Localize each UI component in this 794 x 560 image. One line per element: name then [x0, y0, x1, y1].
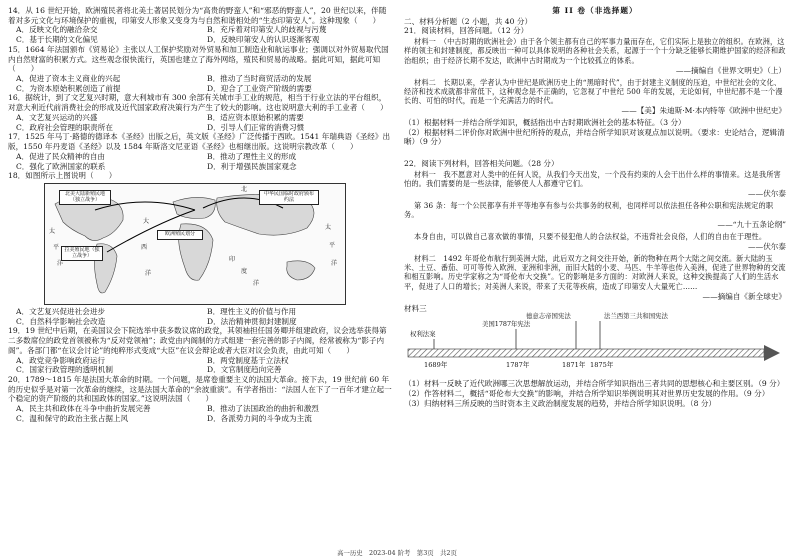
q22-material-1c: 本身自由，可以做自己喜欢做的事情，只要不侵犯他人的合法权益，不违背社会良俗，人们的自由在于理性。 [414, 232, 767, 242]
map-label-ocean-4: 大 [143, 217, 150, 225]
q16-stem: 16．据统计，到了文艺复兴时期，意大利城市有 300 余部有关城市手工业的规范，相当于行业立法的平台组织，对意大利近代前消费社会的形成及近代国家政府决策行为产生了较大的影响。这也说明意大利的手工业者（ ） [8, 93, 388, 113]
timeline-label-1871: 德意志帝国宪法 [526, 312, 571, 321]
q22-sub-1: （1）材料一反映了近代欧洲哪三次思想解放运动，并结合所学知识指出三者共同的思想核心和主要区别。（9 分） [404, 379, 785, 389]
q21-sub-2: （2）根据材料二评价你对欧洲中世纪所持的观点，并结合所学知识对该观点加以说明。（要求：史论结合，逻辑清晰）（9 分） [404, 127, 785, 147]
q22-material-1c-source: ——伏尔泰 [748, 242, 786, 252]
q18-option-b: B．理性主义的价值与作用 [207, 306, 297, 316]
q22-material-2: 材料二 1492 年哥伦布航行到美洲大陆，此后双方之间交往开始，新的物种在两个大陆之间交流。新大陆的玉米、土豆、番茄、可可等传入欧洲、亚洲和非洲，而旧大陆的小麦、马匹、牛羊等也传入美洲，促进了世界物种的交流和相互影响。历史学家称之为“哥伦布大交换”。它的影响是多方面的：对欧洲人来说，这种交换提高了人们的生活水平，促进了人口的增长；对美洲人来说，带来了天花等疾病，造成了印第安人大量死亡…… [404, 254, 786, 291]
q14-option-d: D．反映印第安人的认识逐渐客观 [207, 35, 320, 45]
q22-material-3-label: 材料三 [404, 303, 427, 313]
q19-option-a: A．政党竞争影响政府运行 [16, 355, 106, 365]
q20-option-d: D．各派势力间的斗争成为主流 [207, 413, 312, 423]
q21-stem: 21．阅读材料，回答问题。（12 分） [404, 26, 529, 36]
timeline-label-1689: 权利法案 [410, 330, 436, 339]
q18-options [8, 307, 392, 326]
map-box-latin-america: 拉美殖民地（独立战争） [61, 246, 103, 262]
q19-stem: 19．19 世纪中后期，在美国议会下院选举中获多数议席的政党，其领袖担任国务卿并组建政府，议会选举获得第二多数席位的政党首领被称为“反对党领袖”；政党由内阁制的方式组建一套完善的影子内阁，经常被称为“影子内阁”。各部门都“在议会讨论”的纯粹形式变成“大臣”在议会辩论或者大臣对议会负责，由此可知（ ） [8, 326, 387, 355]
map-box-europe: 欧洲殖民划分 [157, 230, 203, 240]
map-label-ocean-9: 洋 [253, 279, 260, 287]
q17-options [8, 152, 392, 171]
q22-sub-3: （3）归纳材料三所反映的当时资本主义政治制度发展的趋势，并结合所学知识说明。（8 分） [404, 398, 717, 408]
q22-material-1-source: ——伏尔泰 [748, 189, 786, 199]
q20-option-b: B．推动了法国政治的曲折和激烈 [207, 404, 319, 414]
q15-option-d: D．迎合了工业资产阶级的需要 [207, 83, 312, 93]
map-label-ocean-8: 度 [241, 267, 248, 275]
q16-option-a: A．文艺复兴运动的兴盛 [16, 112, 98, 122]
map-label-ocean-12: 洋 [331, 259, 338, 267]
part-two-subtitle: 二、材料分析题（2 小题，共 40 分） [404, 16, 533, 26]
q22-sub-2: （2）作答材料二，概括“哥伦布大交换”的影响，并结合所学知识举例说明其对世界历史发展的作用。（9 分） [404, 389, 770, 399]
map-label-ocean-2: 平 [53, 243, 60, 251]
map-label-ocean-5: 西 [141, 243, 148, 251]
timeline-label-1787: 美国1787年宪法 [482, 320, 531, 329]
q14-option-b: B．充斥着对印第安人的歧视与污蔑 [207, 25, 327, 35]
map-label-ocean-6: 洋 [145, 269, 152, 277]
q16-option-d: D．引导人们正常的消费习惯 [207, 122, 305, 132]
q15-option-c: C．为资本原始积累创造了前提 [16, 83, 121, 93]
map-label-ocean-10: 太 [325, 223, 332, 231]
right-column [404, 6, 786, 409]
constitution-timeline [404, 312, 786, 377]
map-box-china: 中华民国临时政府颁布约法 [259, 190, 319, 206]
q21-material-2: 材料二 长期以来，学者认为中世纪是欧洲历史上的“黑暗时代”，由于封建主义制度的压迫，中世纪社会的文化、经济和技术成就都非常低下，这种观念是不正确的，它忽视了中世纪 500 年的发展，无论如何，中世纪都不是一个漫长的、可怕的时代，而是一个充满活力的时代。 [404, 77, 783, 105]
q21-material-1-source: ——摘编自《世界文明史》（上） [675, 65, 786, 75]
q21-material-1: 材料一 （中古时期的欧洲社会）由于各个领主都有自己的军事力量而存在，它们实际上是独立的组织。在欧洲，这样的领主和封建制度，都反映出一种可以具体说明的各种社会关系，起源于一个十分缺乏能够长期维护国家的经济和政治组织；由于经济长期不发达，欧洲中古时期成为一个比较孤立的体系。 [404, 37, 786, 65]
q20-option-c: C．温和保守的政治主张占据上风 [16, 413, 129, 423]
world-map-figure [44, 183, 346, 305]
q16-option-b: B．适应资本原始积累的需要 [207, 112, 304, 122]
q18-option-d: D．法治精神贯彻封建制度 [207, 316, 297, 326]
q20-options [8, 404, 392, 423]
q14-option-a: A．反映文化的融洽杂交 [16, 25, 98, 35]
q14-options [8, 25, 392, 44]
timeline-year-1689: 1689年 [424, 361, 448, 370]
q15-option-b: B．推动了当时商贸活动的发展 [207, 74, 312, 84]
q22-material-1b: 第 36 条：每一个公民都享有并平等地享有参与公共事务的权利，也同样可以依法担任各种公职和宪法规定的职务。 [404, 200, 774, 220]
part-two-title: 第 II 卷（非选择题） [552, 6, 638, 15]
page-footer: 高一历史 2023-04 阶考 第3页 共2页 [337, 548, 457, 557]
q17-option-b: B．推动了理性主义的形成 [207, 151, 297, 161]
q15-stem: 15．1664 年法国颁布《贸易论》主张以人工保护奖励对外贸易和加工制造业和航运事业；强调以对外贸易取代国内自然财富的积累方式。这些观念很快流行，英国也建立了海外网络，殖民和贸易的战略。据此可知，据此可知（ ） [8, 44, 389, 74]
q18-stem: 18．如图所示上图说明（ ） [8, 171, 117, 181]
q16-option-c: C．政府社会管理的职责所在 [16, 122, 113, 132]
q14-option-c: C．基于长期的文化偏见 [16, 35, 98, 45]
q15-options [8, 74, 392, 93]
q19-option-c: C．国家行政管理的透明机制 [16, 365, 113, 375]
q19-options [8, 356, 392, 375]
map-label-ocean-11: 平 [329, 241, 336, 249]
q17-option-c: C．强化了欧洲国家的联系 [16, 161, 106, 171]
q15-option-a: A．促进了资本主义商业的兴起 [16, 74, 121, 84]
map-label-ocean-1: 太 [49, 227, 56, 235]
map-box-north-america: 北美大陆新殖民地（独立战争） [59, 190, 111, 206]
map-label-north: 北 [241, 185, 248, 193]
q21-sub-1: （1）根据材料一并结合所学知识，概括指出中古时期欧洲社会的基本特征。（3 分） [404, 117, 686, 127]
q17-stem: 17．1525 年马丁·路德的德译本《圣经》出版之后，英文版《圣经》广泛传播于西欧。1541 年瑞典语《圣经》出版，1550 年丹麦语《圣经》以及 1584 年斯洛文尼亚语《圣经》也相继出版。这说明宗教改革（ ） [8, 132, 391, 152]
q22-material-1: 材料一 我不愿意对人类中的任何人说，从我们今天出发，一个没有约束的人会干出什么样的事情来。这是我所害怕的。我们需要的是一些法律，能够使人人都遵守它们。 [404, 169, 781, 188]
timeline-year-1787: 1787年 [506, 361, 530, 370]
q18-option-c: C．自然科学影响社会改造 [16, 316, 106, 326]
q21-material-2-source: ——【美】朱迪斯·M·本内特等《欧洲中世纪史》 [621, 106, 786, 116]
q16-options [8, 113, 392, 132]
q19-option-b: B．两党制度基于立法权 [207, 355, 289, 365]
q22-material-1b-source: ——“九十五条论纲” [717, 220, 786, 230]
q17-option-d: D．利于增强民族国家观念 [207, 161, 297, 171]
q18-option-a: A．文艺复兴促进社会进步 [16, 306, 106, 316]
timeline-year-1871: 1871年 [562, 361, 586, 370]
q14-stem: 14．从 16 世纪开始，欧洲殖民者将北美土著居民划分为“高贵的野蛮人”和“邪恶的野蛮人”，20 世纪以来，伴随着对多元文化与环境保护的重视，印第安人形象又变身为与自然和谐相处的“生态印第安人”。这种现象（ ） [8, 6, 387, 25]
q20-stem: 20．1789～1815 年是法国大革命的时期。一个问题，是席卷重要主义的法国大革命。接下去，19 世纪前 60 年的历史似乎是对第一次革命的继续，这是法国大革命的“余波重演”。有学者指出：“法国人在下了一百年才建立起一个稳定的资产阶级的共和国政体的国家。”这说明法国（ ） [8, 374, 392, 404]
map-label-ocean-3: 洋 [57, 259, 64, 267]
q20-option-a: A．民主共和政体在斗争中曲折发展完善 [16, 404, 151, 414]
timeline-label-1875: 法兰西第三共和国宪法 [604, 312, 668, 321]
timeline-year-1875: 1875年 [590, 361, 614, 370]
left-column [8, 6, 392, 424]
q22-material-2-source: ——摘编自《新全球史》 [702, 291, 786, 301]
q22-stem: 22．阅读下列材料，回答相关问题。（28 分） [404, 159, 559, 169]
q17-option-a: A．促进了民众精神的自由 [16, 151, 106, 161]
map-label-ocean-7: 印 [229, 255, 236, 263]
q19-option-d: D．文官制度趋向完善 [207, 365, 282, 375]
